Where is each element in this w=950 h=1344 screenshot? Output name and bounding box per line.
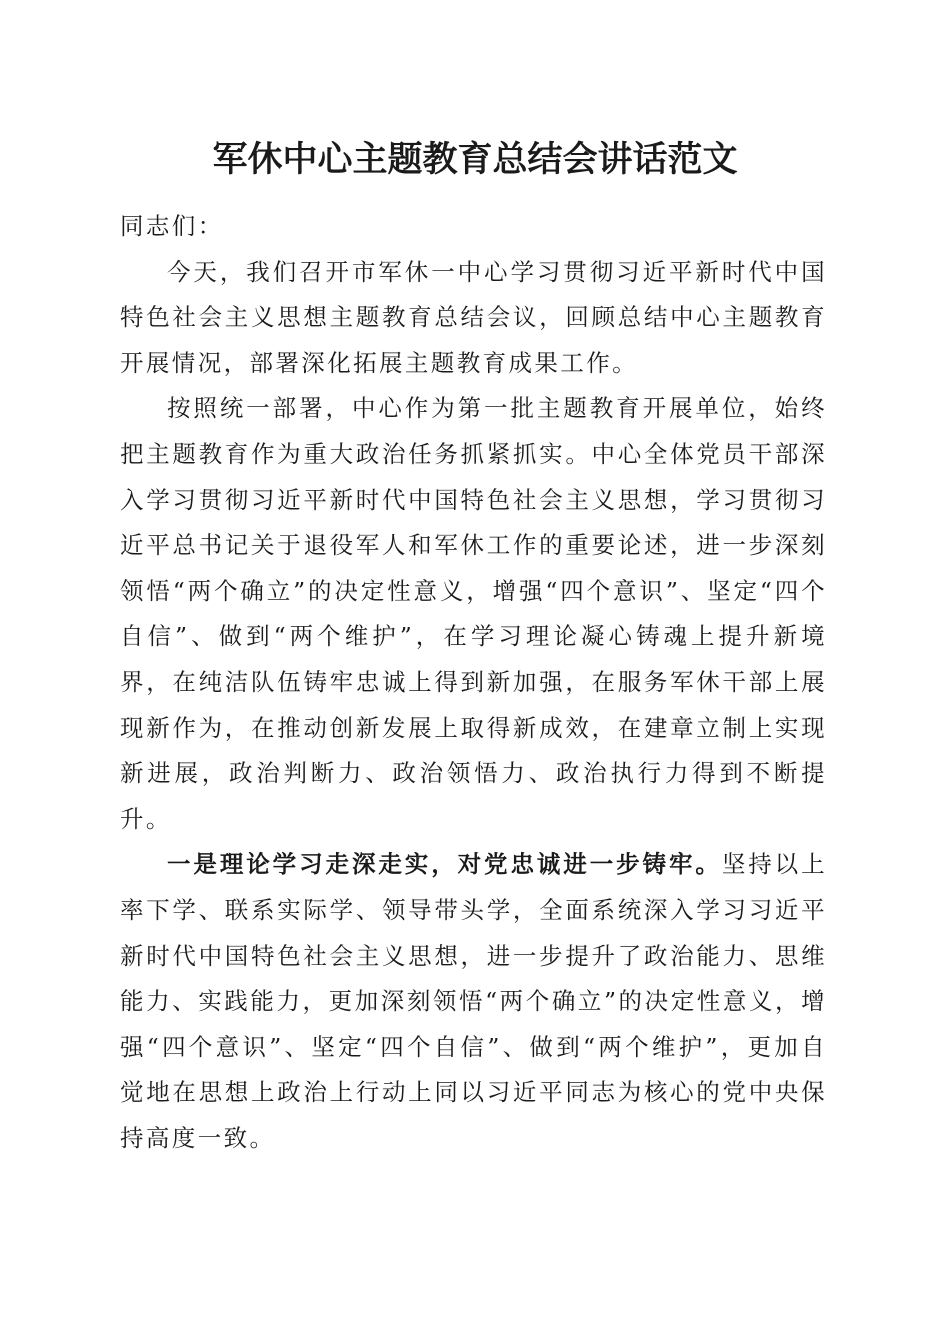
paragraph-overview: 按照统一部署，中心作为第一批主题教育开展单位，始终把主题教育作为重大政治任务抓紧抓实。中心全体党员干部深入学习贯彻习近平新时代中国特色社会主义思想，学习贯彻习近平总书记关于退役军人和军休工作的重要论述，进一步深刻领悟“两个确立”的决定性意义，增强“四个意识”、坚定“四个自信”、做到“两个维护”，在学习理论凝心铸魂上提升新境界，在纯洁队伍铸牢忠诚上得到新加强，在服务军休干部上展现新作为，在推动创新发展上取得新成效，在建章立制上实现新进展，政治判断力、政治领悟力、政治执行力得到不断提升。 — [120, 394, 827, 833]
document-title: 军休中心主题教育总结会讲话范文 — [212, 139, 738, 180]
paragraph-theory-study — [120, 842, 827, 1161]
document-body — [120, 204, 827, 1161]
paragraph-lead-sentence: 一是理论学习走深走实，对党忠诚进一步铸牢。 — [167, 850, 722, 879]
salutation: 同志们： — [120, 212, 224, 240]
paragraph-opening: 今天，我们召开市军休一中心学习贯彻习近平新时代中国特色社会主义思想主题教育总结会议，回顾总结中心主题教育开展情况，部署深化拓展主题教育成果工作。 — [120, 257, 827, 377]
paragraph-body-text: 坚持以上率下学、联系实际学、领导带头学，全面系统深入学习习近平新时代中国特色社会主义思想，进一步提升了政治能力、思维能力、实践能力，更加深刻领悟“两个确立”的决定性意义，增强“四个意识”、坚定“四个自信”、做到“两个维护”，更加自觉地在思想上政治上行动上同以习近平同志为核心的党中央保持高度一致。 — [120, 850, 827, 1152]
